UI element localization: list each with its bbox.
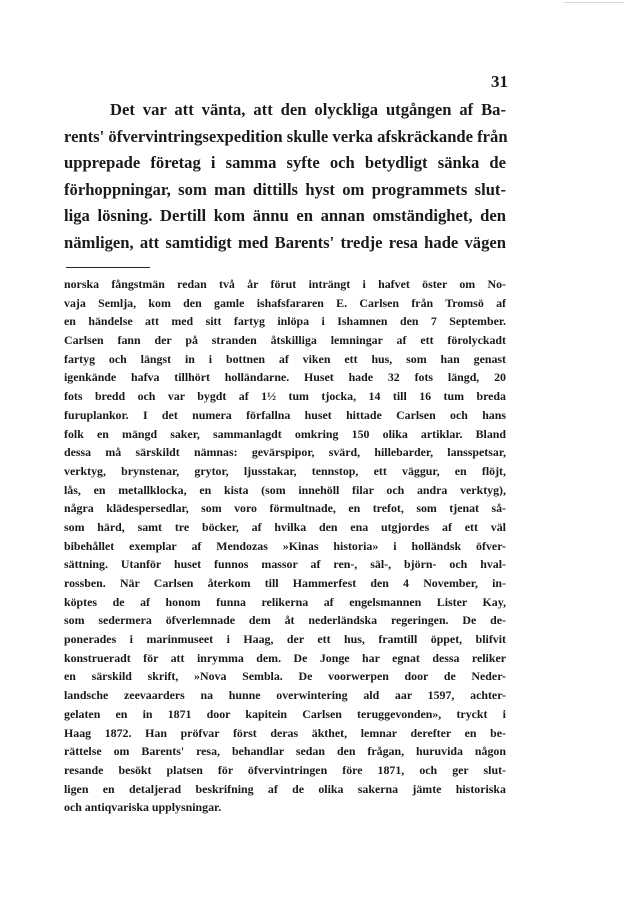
footnote-line: som sedermera öfverlemnade dem åt nederländska regeringen. De de-	[64, 613, 506, 628]
page-number: 31	[491, 72, 508, 91]
footnote-line: igenkände hafva tillhört holländarne. Huset hade 32 fots längd, 20	[64, 370, 506, 385]
footnote-line: ponerades i marinmuseet i Haag, der ett hus, framtill öppet, blifvit	[64, 632, 506, 647]
footnote-line: konstrueradt för att inrymma dem. De Jonge har egnat dessa reliker	[64, 650, 506, 665]
footnote-line: bibehållet exemplar af Mendozas »Kinas historia» i holländsk öfver-	[64, 538, 506, 553]
main-paragraph	[64, 97, 506, 256]
main-line: Det var att vänta, att den olyckliga utgången af Ba-	[110, 100, 506, 119]
main-line: nämligen, att samtidigt med Barents' tredje resa hade vägen	[64, 232, 506, 252]
footnote-line: gelaten en in 1871 door kapitein Carlsen teruggevonden», tryckt i	[64, 706, 506, 721]
footnote-line: fartyg och längst in i bottnen af viken ett hus, som han genast	[64, 351, 506, 366]
footnote-line: köptes de af honom funna relikerna af engelsmannen Lister Kay,	[64, 594, 506, 609]
main-line: upprepade företag i samma syfte och betydligt sänka de	[64, 153, 506, 172]
footnote	[64, 275, 506, 817]
footnote-line: norska fångstmän redan två år förut inträngt i hafvet öster om No-	[64, 277, 506, 291]
footnote-line: Haag 1872. Han pröfvar först deras äkthet, lemnar derefter en be-	[64, 725, 506, 740]
main-line: rents' öfvervintringsexpedition skulle verka afskräckande från	[64, 126, 508, 146]
footnote-line: verktyg, brynstenar, grytor, ljusstakar, tennstop, ett väggur, en flöjt,	[64, 463, 506, 478]
footnote-line: några klädespersedlar, som voro förmultnade, en trefot, som tjenat så-	[64, 501, 506, 516]
footnote-line: lås, en metallklocka, en kista (som innehöll filar och andra verktyg),	[64, 482, 506, 497]
footnote-divider	[66, 267, 150, 268]
footnote-line: furuplankor. I det numera förfallna huset hittade Carlsen och hans	[64, 407, 506, 422]
main-line: förhoppningar, som man dittills hyst om programmets slut-	[64, 179, 506, 199]
footnote-line: ligen en detaljerad beskrifning af de olika sakerna jämte historiska	[64, 781, 506, 796]
footnote-line: vaja Semlja, kom den gamle ishafsfararen E. Carlsen från Tromsö af	[64, 295, 506, 310]
footnote-line: rättelse om Barents' resa, behandlar sedan den frågan, huruvida någon	[64, 744, 506, 759]
footnote-line: en händelse att med sitt fartyg inlöpa i Ishamnen den 7 September.	[64, 314, 506, 329]
footnote-line: resande besökt platsen för öfvervintringen före 1871, och ger slut-	[64, 762, 506, 777]
footnote-line: folk en mängd saker, sammanlagdt omkring 150 olika artiklar. Bland	[64, 426, 506, 441]
scan-edge-mark	[564, 2, 624, 3]
footnote-line: Carlsen fann der på stranden åtskilliga lemningar af ett förolyckadt	[64, 333, 506, 348]
footnote-line: dessa må särskildt nämnas: gevärspipor, svärd, hillebarder, lansspetsar,	[64, 445, 506, 460]
footnote-line: fots bredd och var bygdt af 1½ tum tjocka, 14 till 16 tum breda	[64, 389, 506, 404]
footnote-line: en särskild skrift, »Nova Sembla. De voorwerpen door de Neder-	[64, 669, 506, 684]
footnote-line: sättning. Utanför huset funnos massor af ren-, säl-, björn- och hval-	[64, 557, 506, 572]
footnote-line: som härd, samt tre böcker, af hvilka den ena utgjordes af ett väl	[64, 519, 506, 534]
footnote-line: landsche zeevaarders na hunne overwintering ald aar 1597, achter-	[64, 688, 506, 703]
footnote-line: rossben. När Carlsen återkom till Hammerfest den 4 November, in-	[64, 576, 506, 590]
main-line: liga lösning. Dertill kom ännu en annan omständighet, den	[64, 206, 506, 225]
footnote-line: och antiqvariska upplysningar.	[64, 800, 222, 815]
